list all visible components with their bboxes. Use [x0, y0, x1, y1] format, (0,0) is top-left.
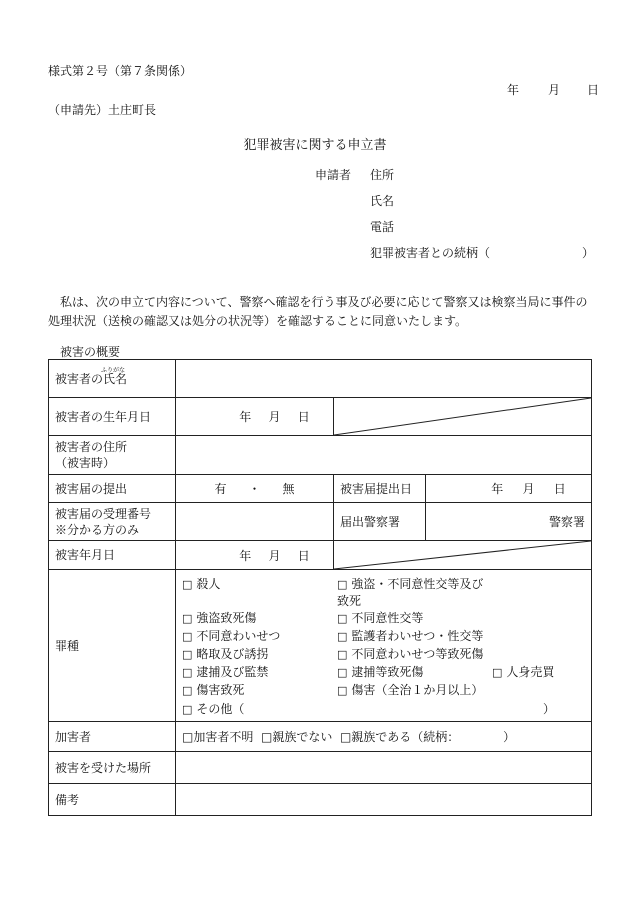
- document-title: 犯罪被害に関する申立書: [243, 138, 387, 153]
- victim-name-field[interactable]: [176, 360, 592, 398]
- checkbox-icon[interactable]: □: [182, 666, 193, 679]
- crime-option[interactable]: [337, 646, 492, 663]
- applicant-address-label: 住所: [370, 168, 395, 182]
- damage-date-blank-cell: [334, 541, 592, 570]
- crime-option-label: 不同意わいせつ等致死傷: [351, 647, 484, 661]
- applicant-relation-close: ）: [582, 246, 595, 260]
- date-month-label: 月: [548, 83, 561, 97]
- diagonal-line: [334, 541, 591, 569]
- report-label: 被害届の提出: [49, 475, 176, 503]
- applicant-label: 申請者: [315, 168, 352, 182]
- checkbox-icon[interactable]: □: [492, 666, 503, 679]
- crime-checkbox-grid: [182, 570, 585, 705]
- form-number: 様式第２号（第７条関係）: [48, 64, 193, 78]
- place-field[interactable]: [176, 752, 592, 784]
- station-label: 届出警察署: [334, 503, 426, 541]
- row-victim-name: [49, 360, 592, 398]
- report-yes: 有: [214, 482, 227, 496]
- checkbox-icon[interactable]: □: [337, 666, 348, 679]
- receipt-label-line2: ※分かる方のみ: [55, 522, 140, 537]
- crime-option[interactable]: [182, 646, 337, 663]
- checkbox-icon[interactable]: □: [182, 648, 193, 661]
- receipt-number-field[interactable]: [176, 503, 334, 541]
- station-suffix: 警察署: [549, 515, 586, 529]
- crime-empty-cell: [492, 610, 572, 627]
- remarks-field[interactable]: [176, 784, 592, 816]
- crime-option-label: 不同意性交等: [351, 611, 424, 625]
- crime-other-label: その他（: [196, 702, 245, 716]
- victim-address-label: [49, 436, 176, 475]
- crime-option-label: 殺人: [196, 577, 221, 591]
- consent-text: 私は、次の申立て内容について、警察へ確認を行う事及び必要に応じて警察又は検察当局に事件の処理状況（送検の確認又は処分の状況等）を確認することに同意いたします。: [48, 295, 588, 328]
- applicant-relation-label: 犯罪被害者との続柄（: [370, 246, 491, 260]
- recipient: （申請先）土庄町長: [48, 103, 157, 117]
- crime-empty-cell: [492, 628, 572, 645]
- crime-option[interactable]: [182, 664, 337, 681]
- crime-option[interactable]: [182, 576, 337, 609]
- crime-option[interactable]: [337, 682, 492, 699]
- damage-date-label: 被害年月日: [49, 541, 176, 570]
- damage-date-field[interactable]: [176, 541, 334, 570]
- crime-option-label: 逮捕及び監禁: [196, 665, 269, 679]
- checkbox-icon[interactable]: □: [182, 578, 193, 591]
- row-perpetrator: [49, 722, 592, 752]
- receipt-label: [49, 503, 176, 541]
- section-title: 被害の概要: [60, 345, 121, 359]
- applicant-phone-label: 電話: [370, 220, 395, 234]
- report-date-field[interactable]: [426, 475, 592, 503]
- crime-type-options: [176, 570, 592, 722]
- birth-month-label: 月: [268, 410, 281, 424]
- crime-empty-cell: [492, 646, 572, 663]
- applicant-name-label: 氏名: [370, 194, 395, 208]
- crime-option[interactable]: [337, 610, 492, 627]
- report-no: 無: [282, 482, 295, 496]
- furigana-label: ふりがな: [101, 366, 126, 374]
- perp-relative-option[interactable]: □親族である（続柄：: [339, 730, 460, 744]
- damage-year-label: 年: [239, 548, 252, 563]
- crime-option-label: 傷害致死: [196, 683, 245, 697]
- crime-empty-cell: [492, 682, 572, 699]
- crime-option-label: 不同意わいせつ: [196, 629, 281, 643]
- crime-option-other[interactable]: [182, 700, 244, 717]
- report-month-label: 月: [522, 482, 535, 496]
- crime-option-label: 略取及び誘拐: [196, 647, 269, 661]
- checkbox-icon[interactable]: □: [337, 578, 348, 591]
- victim-address-field[interactable]: [176, 436, 592, 475]
- victim-address-label-line1: 被害者の住所: [55, 440, 128, 454]
- birthdate-label: 被害者の生年月日: [49, 398, 176, 436]
- checkbox-icon[interactable]: □: [182, 684, 193, 697]
- crime-option[interactable]: [337, 664, 492, 681]
- perp-unknown-option[interactable]: □加害者不明: [182, 730, 254, 744]
- crime-option-label: 逮捕等致死傷: [351, 665, 424, 679]
- birthdate-field[interactable]: [176, 398, 334, 436]
- crime-option-label: 強盗致死傷: [196, 611, 257, 625]
- victim-name-label: 被害者の ふりがな 氏名: [49, 360, 176, 398]
- row-receipt: [49, 503, 592, 541]
- row-damage-date: [49, 541, 592, 570]
- crime-option-label: 人身売買: [506, 665, 555, 679]
- perp-relation-close: ）: [503, 730, 516, 744]
- station-field[interactable]: [426, 503, 592, 541]
- row-place: [49, 752, 592, 784]
- damage-day-label: 日: [297, 548, 310, 563]
- row-crime-type: [49, 570, 592, 722]
- damage-summary-table: [48, 359, 592, 816]
- report-day-label: 日: [553, 482, 566, 496]
- crime-option[interactable]: [182, 682, 337, 699]
- checkbox-icon[interactable]: □: [182, 703, 193, 716]
- checkbox-icon[interactable]: □: [337, 648, 348, 661]
- diagonal-line: [334, 398, 591, 435]
- receipt-label-line1: 被害届の受理番号: [55, 506, 152, 521]
- remarks-label: 備考: [49, 784, 176, 816]
- checkbox-icon[interactable]: □: [337, 612, 348, 625]
- crime-option-label: 監護者わいせつ・性交等: [351, 629, 484, 643]
- report-yes-no-field[interactable]: [176, 475, 334, 503]
- row-report: [49, 475, 592, 503]
- report-dot: ・: [248, 482, 261, 496]
- damage-month-label: 月: [268, 548, 281, 563]
- date-day-label: 日: [587, 83, 600, 97]
- perpetrator-options: [176, 722, 592, 752]
- birth-day-label: 日: [297, 410, 310, 424]
- birthdate-blank-cell: [334, 398, 592, 436]
- crime-option[interactable]: [337, 628, 492, 645]
- row-remarks: [49, 784, 592, 816]
- crime-option[interactable]: [492, 664, 572, 681]
- place-label: 被害を受けた場所: [49, 752, 176, 784]
- date-year-label: 年: [507, 83, 520, 97]
- report-date-label: 被害届提出日: [334, 475, 426, 503]
- checkbox-icon[interactable]: □: [337, 630, 348, 643]
- crime-other-close: ）: [543, 702, 556, 716]
- crime-option[interactable]: [182, 628, 337, 645]
- victim-address-label-line2: （被害時）: [55, 456, 116, 470]
- checkbox-icon[interactable]: □: [182, 612, 193, 625]
- crime-empty-cell: [492, 576, 572, 609]
- birth-year-label: 年: [239, 410, 252, 424]
- row-victim-address: [49, 436, 592, 475]
- crime-option-label: 傷害（全治１か月以上）: [351, 683, 484, 697]
- crime-type-label: 罪種: [49, 570, 176, 722]
- checkbox-icon[interactable]: □: [182, 630, 193, 643]
- report-year-label: 年: [491, 482, 504, 496]
- crime-option[interactable]: [337, 576, 492, 609]
- perpetrator-label: 加害者: [49, 722, 176, 752]
- perp-not-relative-option[interactable]: □親族でない: [260, 730, 333, 744]
- row-birthdate: [49, 398, 592, 436]
- crime-option[interactable]: [182, 610, 337, 627]
- checkbox-icon[interactable]: □: [337, 684, 348, 697]
- crime-option-label: 強盗・不同意性交等及び致死: [337, 577, 484, 608]
